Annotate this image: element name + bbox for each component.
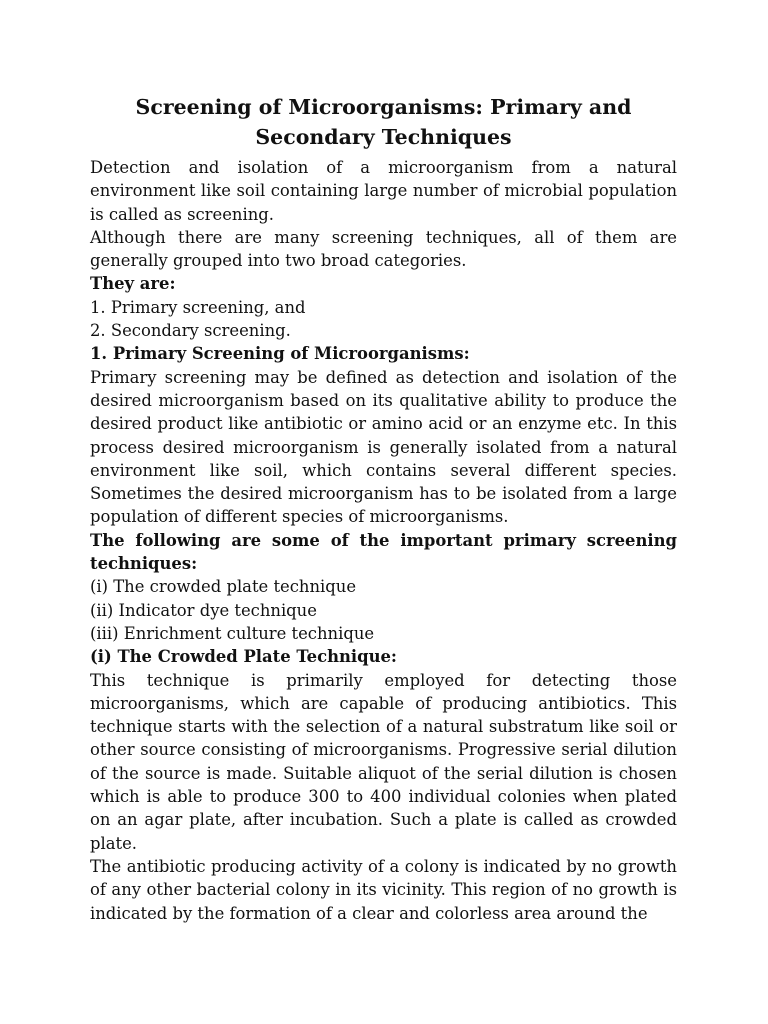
title-line-1: Screening of Microorganisms: Primary and	[135, 95, 632, 119]
they-are-heading: They are:	[90, 274, 176, 294]
technique-item: (ii) Indicator dye technique	[90, 600, 317, 620]
intro-paragraph-1: Detection and isolation of a microorganism from a natural environment like soil containing large number of microbial population is called as screening.	[90, 158, 677, 224]
document-title	[90, 92, 677, 152]
primary-screening-heading: 1. Primary Screening of Microorganisms:	[90, 344, 470, 364]
crowded-plate-heading: (i) The Crowded Plate Technique:	[90, 647, 397, 667]
crowded-plate-paragraph-1: This technique is primarily employed for detecting those microorganisms, which are capable of producing antibiotics. This technique starts with the selection of a natural substratum like soil or other source consisting of microorganisms. Progressive serial dilution of the source is made. Suitable aliquot of the serial dilution is chosen which is able to produce 300 to 400 individual colonies when plated on an agar plate, after incubation. Such a plate is called as crowded plate.	[90, 670, 677, 853]
techniques-heading: The following are some of the important primary screening techniques:	[90, 530, 677, 574]
crowded-plate-paragraph-2: The antibiotic producing activity of a colony is indicated by no growth of any other bacterial colony in its vicinity. This region of no growth is indicated by the formation of a clear and colorless area around the	[90, 856, 677, 923]
technique-item: (i) The crowded plate technique	[90, 577, 357, 597]
intro-paragraph-2: Although there are many screening techniques, all of them are generally grouped into two broad categories.	[90, 227, 677, 271]
technique-item: (iii) Enrichment culture technique	[90, 623, 375, 643]
document-page	[90, 92, 677, 925]
category-item: 2. Secondary screening.	[90, 321, 291, 341]
primary-screening-paragraph: Primary screening may be defined as detection and isolation of the desired microorganism based on its qualitative ability to produce the desired product like antibiotic or amino acid or an enzyme etc. In this process desired microorganism is generally isolated from a natural environment like soil, which contains several different species. Sometimes the desired microorganism has to be isolated from a large population of different species of microorganisms.	[90, 367, 677, 527]
document-body	[90, 156, 677, 925]
title-line-2: Secondary Techniques	[255, 125, 512, 149]
category-item: 1. Primary screening, and	[90, 297, 306, 317]
